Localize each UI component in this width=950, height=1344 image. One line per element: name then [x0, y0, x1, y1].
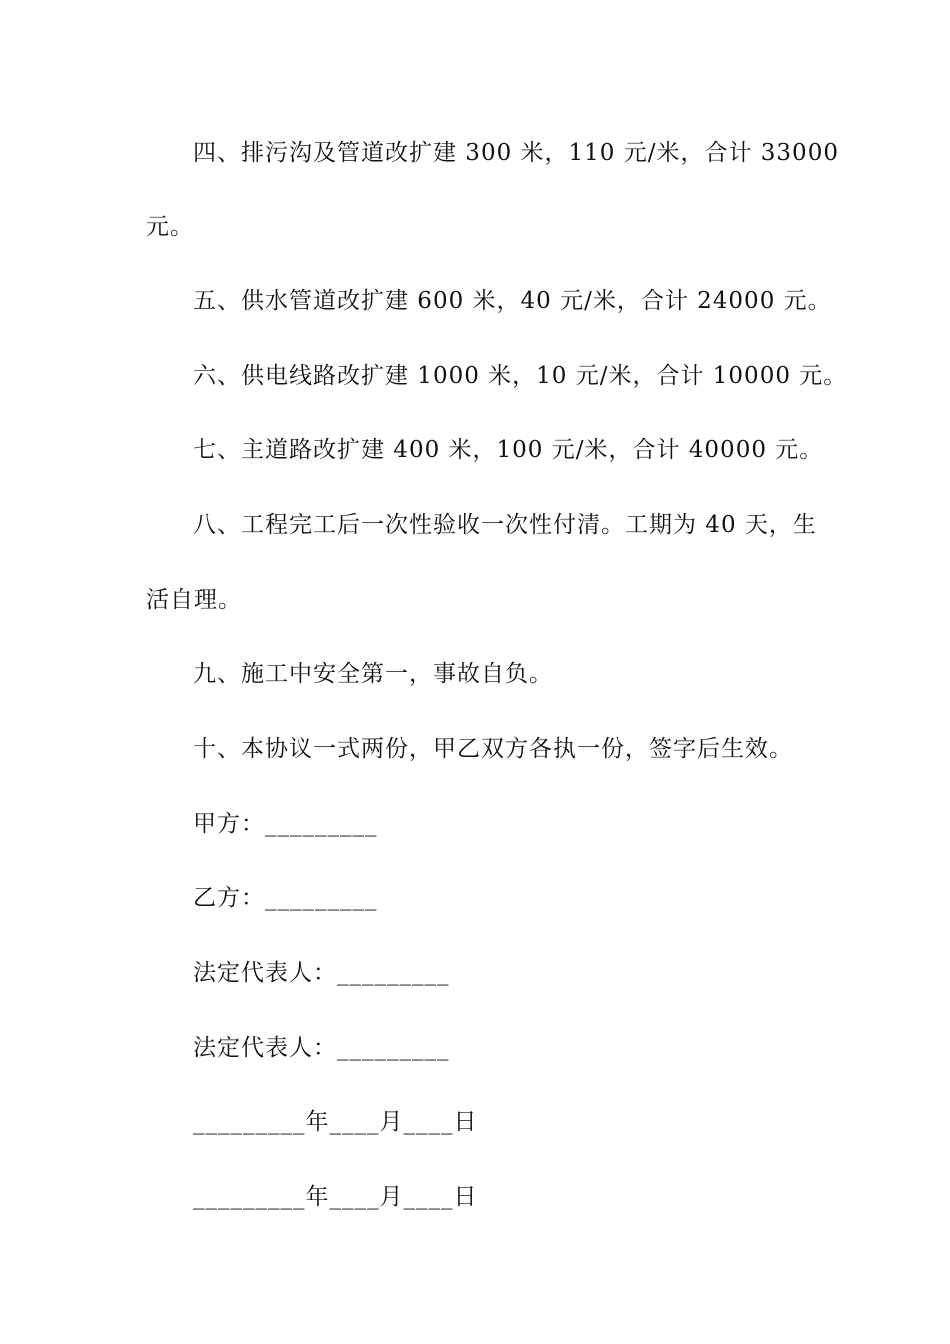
date-line-b: _________年____月____日: [193, 1184, 478, 1210]
party-a-signature: 甲方：_________: [193, 811, 378, 837]
clause-4-line-1: 四、排污沟及管道改扩建 300 米，110 元/米，合计 33000: [193, 140, 839, 166]
date-line-a: _________年____月____日: [193, 1109, 478, 1135]
party-b-signature: 乙方：_________: [193, 885, 378, 911]
clause-4-line-2: 元。: [146, 214, 194, 240]
legal-representative-b: 法定代表人：_________: [193, 1035, 450, 1061]
clause-9: 九、施工中安全第一，事故自负。: [193, 661, 553, 687]
clause-6: 六、供电线路改扩建 1000 米，10 元/米，合计 10000 元。: [193, 363, 848, 389]
legal-representative-a: 法定代表人：_________: [193, 960, 450, 986]
clause-8-line-2: 活自理。: [146, 587, 242, 613]
clause-7: 七、主道路改扩建 400 米，100 元/米，合计 40000 元。: [193, 437, 824, 463]
clause-5: 五、供水管道改扩建 600 米，40 元/米，合计 24000 元。: [193, 288, 832, 314]
clause-8-line-1: 八、工程完工后一次性验收一次性付清。工期为 40 天，生: [193, 512, 817, 538]
clause-10: 十、本协议一式两份，甲乙双方各执一份，签字后生效。: [193, 736, 793, 762]
